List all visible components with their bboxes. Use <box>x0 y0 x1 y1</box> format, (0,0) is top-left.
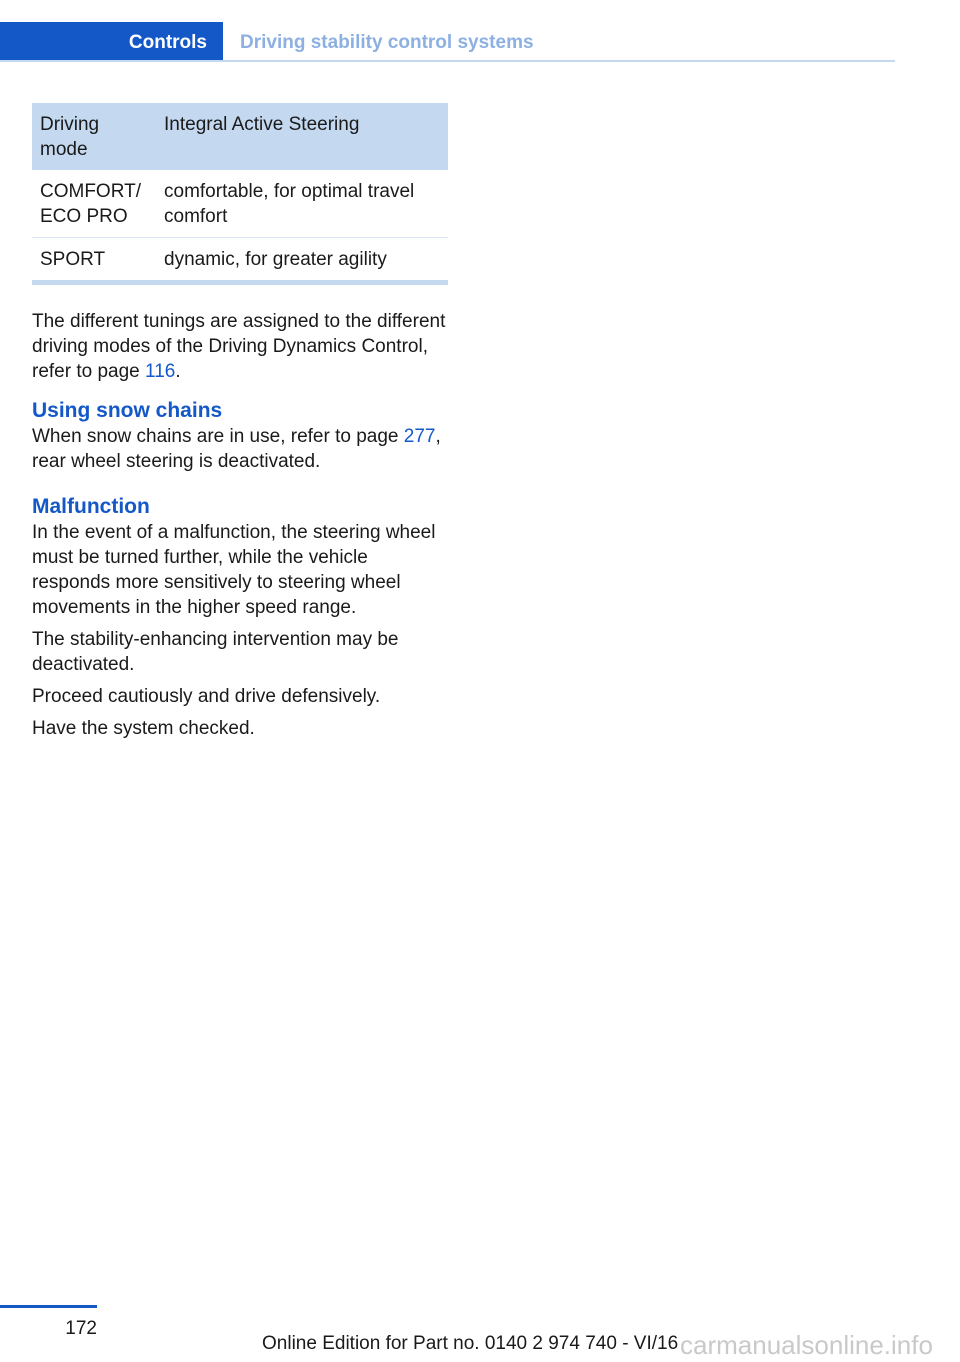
table-row <box>32 238 448 283</box>
table-header-cell: Integral Active Steering <box>156 103 448 170</box>
malfunction-paragraph-2: The stability-enhancing intervention may be deactivated. <box>32 629 399 675</box>
driving-mode-table <box>32 103 448 285</box>
section-tab[interactable]: Controls <box>0 22 223 62</box>
page-link-277[interactable]: 277 <box>403 426 436 447</box>
watermark: carmanualsonline.info <box>680 1330 933 1360</box>
malfunction-paragraph-4: Have the system checked. <box>32 718 255 739</box>
table-row <box>32 170 448 238</box>
tunings-text: The different tunings are assigned to the different driving modes of the Driving Dynamics Control, refer to page <box>32 311 446 382</box>
table-header-cell: Driving mode <box>32 103 156 170</box>
content-column <box>32 103 448 741</box>
snow-chains-paragraph <box>32 424 448 474</box>
table-cell: COMFORT/ ECO PRO <box>40 181 141 227</box>
footer-rule <box>0 1305 97 1308</box>
tunings-end: . <box>175 361 181 382</box>
topic-tab[interactable]: Driving stability control systems <box>240 32 534 53</box>
malfunction-paragraph-1: In the event of a malfunction, the steering wheel must be turned further, while the vehicle responds more sensitively to steering wheel movements in the higher speed range. <box>32 522 436 618</box>
header-rule <box>0 60 895 62</box>
page-number: 172 <box>65 1318 97 1339</box>
malfunction-paragraph-3: Proceed cautiously and drive defensively. <box>32 686 381 707</box>
tunings-paragraph <box>32 309 448 384</box>
table-header-row <box>32 103 448 170</box>
edition-note: Online Edition for Part no. 0140 2 974 740 - VI/16 <box>262 1333 679 1354</box>
malfunction-heading: Malfunction <box>32 495 150 518</box>
table-cell: comfortable, for optimal travel comfort <box>164 181 415 227</box>
snow-text-b: , rear wheel steering is deactivated. <box>32 426 441 472</box>
snow-chains-heading: Using snow chains <box>32 399 223 422</box>
page-header <box>0 22 895 62</box>
table-cell: dynamic, for greater agility <box>156 238 448 283</box>
snow-text-a: When snow chains are in use, refer to page <box>32 426 404 447</box>
page-link-116[interactable]: 116 <box>145 361 176 382</box>
table-cell: SPORT <box>32 238 156 283</box>
